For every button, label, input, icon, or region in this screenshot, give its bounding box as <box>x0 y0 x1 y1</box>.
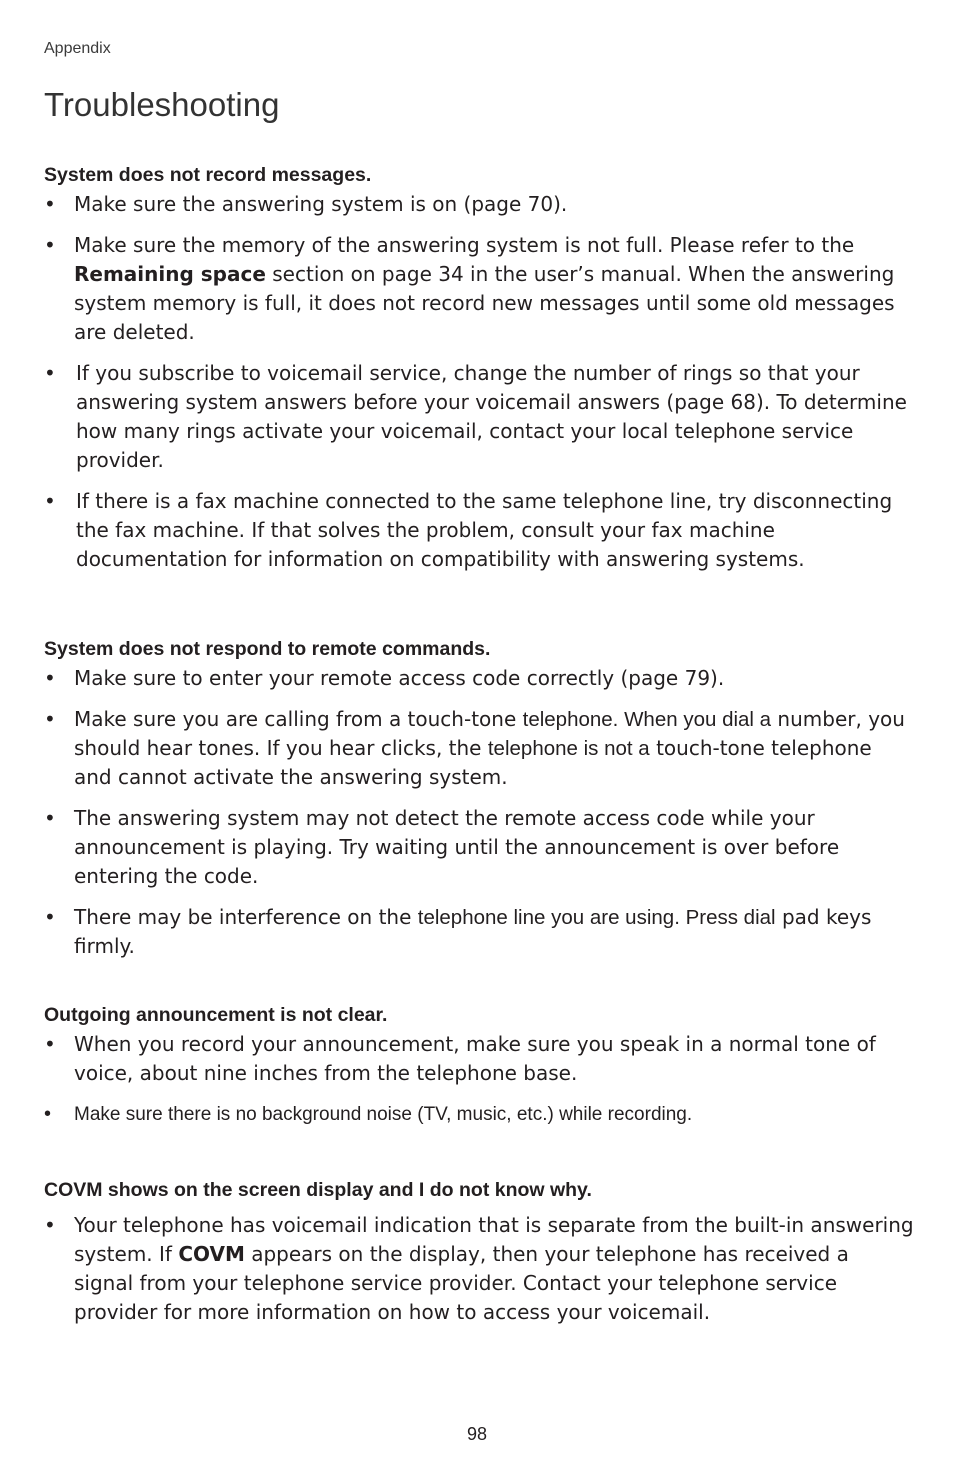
list-item <box>44 190 914 219</box>
item-bold-term: COVM <box>178 1242 245 1266</box>
bullet-list <box>44 664 914 961</box>
section-covm <box>44 1176 914 1339</box>
bullet-icon: • <box>44 666 56 690</box>
section-announcement <box>44 1001 914 1141</box>
bullet-icon: • <box>44 1103 52 1125</box>
page-number: 98 <box>466 1424 488 1444</box>
list-item <box>44 1030 914 1088</box>
bullet-icon: • <box>44 806 56 830</box>
item-text: touch-tone telephone and cannot activate the answering system. <box>74 736 872 789</box>
bullet-list <box>44 190 914 574</box>
section-heading: Outgoing announcement is not clear. <box>44 1004 388 1026</box>
bullet-icon: • <box>44 192 56 216</box>
item-text: Make sure the answering system is on (page 70). <box>74 192 568 216</box>
item-text: The answering system may not detect the remote access code while your announcement is playing. Try waiting until the announcement is over before entering the code. <box>74 806 840 888</box>
list-item <box>44 1100 914 1129</box>
item-text: If you subscribe to voicemail service, change the number of rings so that your answering system answers before your voicemail answers (page 68). To determine how many rings activate your voicemail, contact your local telephone service provider. <box>76 361 907 472</box>
item-text: There may be interference on the <box>74 905 418 929</box>
item-text-alt-font: telephone line you are using. Press dial <box>417 906 776 929</box>
section-heading: System does not record messages. <box>44 164 372 186</box>
item-text: Make sure there is no background noise (TV, music, etc.) while recording. <box>74 1104 693 1125</box>
item-text: If there is a fax machine connected to the same telephone line, try disconnecting the fax machine. If that solves the problem, consult your fax machine documentation for information on compatibility with answering systems. <box>76 489 893 571</box>
list-item <box>44 359 914 475</box>
item-text: Make sure to enter your remote access code correctly (page 79). <box>74 666 725 690</box>
page-title: Troubleshooting <box>44 86 280 123</box>
section-heading: System does not respond to remote commands. <box>44 638 491 660</box>
list-item <box>44 664 914 693</box>
list-item <box>44 1211 914 1327</box>
list-item <box>44 705 914 792</box>
bullet-icon: • <box>44 1032 56 1056</box>
bullet-icon: • <box>44 233 56 257</box>
bullet-icon: • <box>44 489 56 513</box>
bullet-icon: • <box>44 707 56 731</box>
running-header: Appendix <box>44 40 111 57</box>
list-item <box>44 903 914 961</box>
bullet-icon: • <box>44 361 56 385</box>
section-remote-commands <box>44 635 914 973</box>
section-record-messages <box>44 161 914 586</box>
item-text: Make sure the memory of the answering system is not full. Please refer to the <box>74 233 855 257</box>
item-text: When you record your announcement, make sure you speak in a normal tone of voice, about nine inches from the telephone base. <box>74 1032 876 1085</box>
list-item <box>44 487 914 574</box>
list-item <box>44 804 914 891</box>
bullet-list <box>44 1030 914 1129</box>
item-text: pad keys firmly. <box>74 905 872 958</box>
item-text: Your telephone has voicemail indication that is separate from the built-in answering system. If <box>74 1213 914 1266</box>
item-text: appears on the display, then your telephone has received a signal from your telephone service provider. Contact your telephone service provider for more information on how to access your voicemail. <box>74 1242 849 1324</box>
item-text: number, you should hear tones. If you hear clicks, the <box>74 707 905 760</box>
bullet-list <box>44 1211 914 1327</box>
item-text-alt-font: telephone is not a <box>487 737 650 760</box>
item-text-alt-font: telephone. When you dial a <box>522 708 772 731</box>
item-bold-term: Remaining space <box>74 262 266 286</box>
list-item <box>44 231 914 347</box>
item-text: section on page 34 in the user’s manual. When the answering system memory is full, it does not record new messages until some old messages are deleted. <box>74 262 895 344</box>
bullet-icon: • <box>44 1213 56 1237</box>
section-heading: COVM shows on the screen display and I do not know why. <box>44 1179 592 1201</box>
item-text: Make sure you are calling from a touch-tone <box>74 707 523 731</box>
bullet-icon: • <box>44 905 56 929</box>
